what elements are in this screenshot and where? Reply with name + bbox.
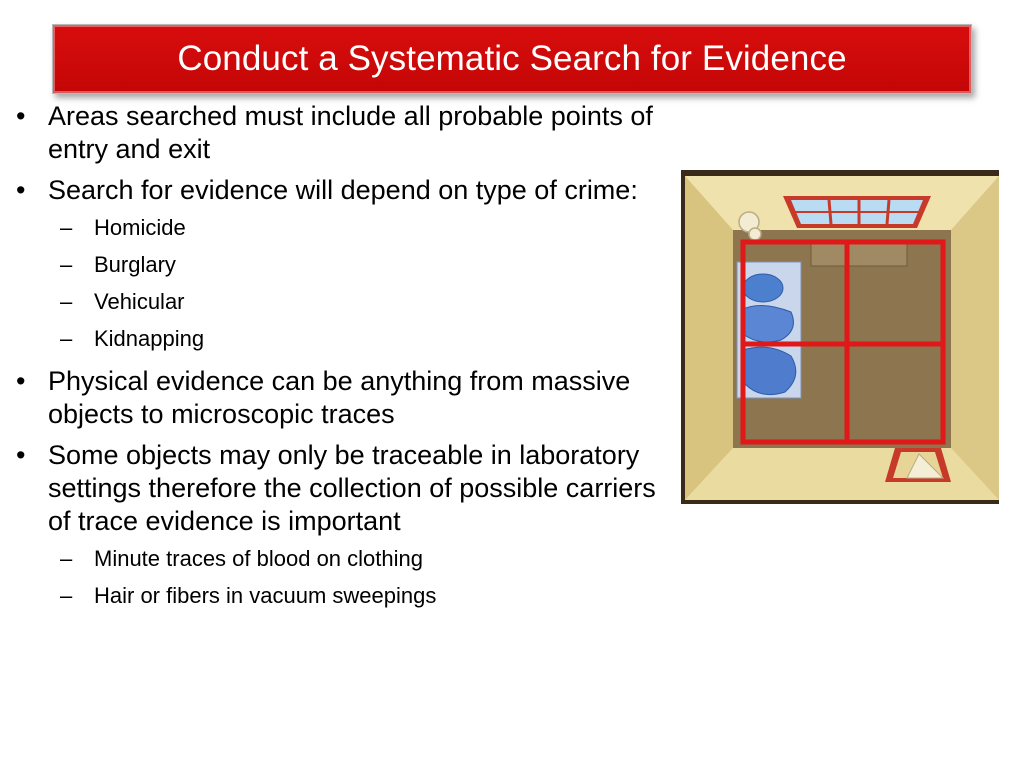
bullet-icon: •	[16, 366, 26, 396]
sub-bullet-item	[48, 246, 684, 283]
bullet-icon: •	[16, 440, 26, 470]
bullet-text: Search for evidence will depend on type of crime:	[48, 175, 638, 205]
sub-bullet-item	[48, 209, 684, 246]
slide-title-bar	[52, 24, 972, 94]
sub-bullet-text: Homicide	[94, 215, 186, 240]
bullet-item	[12, 439, 684, 614]
dash-icon: –	[60, 289, 73, 314]
sub-bullet-text: Minute traces of blood on clothing	[94, 546, 423, 571]
room-grid-search-illustration	[681, 170, 999, 504]
wall-left	[685, 176, 733, 500]
sub-bullet-text: Hair or fibers in vacuum sweepings	[94, 583, 437, 608]
slide-content	[12, 100, 684, 622]
bullet-item	[12, 174, 684, 357]
sub-bullet-item	[48, 577, 684, 614]
sub-bullet-text: Vehicular	[94, 289, 185, 314]
room-floorplan-icon	[681, 170, 999, 504]
slide-title: Conduct a Systematic Search for Evidence	[177, 39, 847, 78]
wall-right	[951, 176, 999, 500]
sub-bullet-item	[48, 320, 684, 357]
sub-bullet-list	[48, 209, 684, 357]
sub-bullet-item	[48, 540, 684, 577]
sub-bullet-text: Burglary	[94, 252, 176, 277]
bullet-item	[12, 100, 684, 166]
bullet-text: Physical evidence can be anything from massive objects to microscopic traces	[48, 366, 631, 429]
bullet-list	[12, 100, 684, 614]
dash-icon: –	[60, 326, 73, 351]
lamp-base-icon	[749, 228, 761, 240]
bullet-icon: •	[16, 101, 26, 131]
sub-bullet-list	[48, 540, 684, 614]
bullet-item	[12, 365, 684, 431]
bullet-icon: •	[16, 175, 26, 205]
wall-bottom	[685, 448, 999, 500]
sub-bullet-item	[48, 283, 684, 320]
bullet-text: Some objects may only be traceable in laboratory settings therefore the collection of possible carriers of trace evidence is important	[48, 440, 656, 536]
dash-icon: –	[60, 252, 73, 277]
bullet-text: Areas searched must include all probable points of entry and exit	[48, 101, 653, 164]
dash-icon: –	[60, 583, 73, 608]
dash-icon: –	[60, 546, 73, 571]
dash-icon: –	[60, 215, 73, 240]
blanket-icon	[743, 347, 796, 395]
sub-bullet-text: Kidnapping	[94, 326, 205, 351]
blanket-icon	[741, 305, 793, 342]
pillow-icon	[743, 274, 783, 302]
